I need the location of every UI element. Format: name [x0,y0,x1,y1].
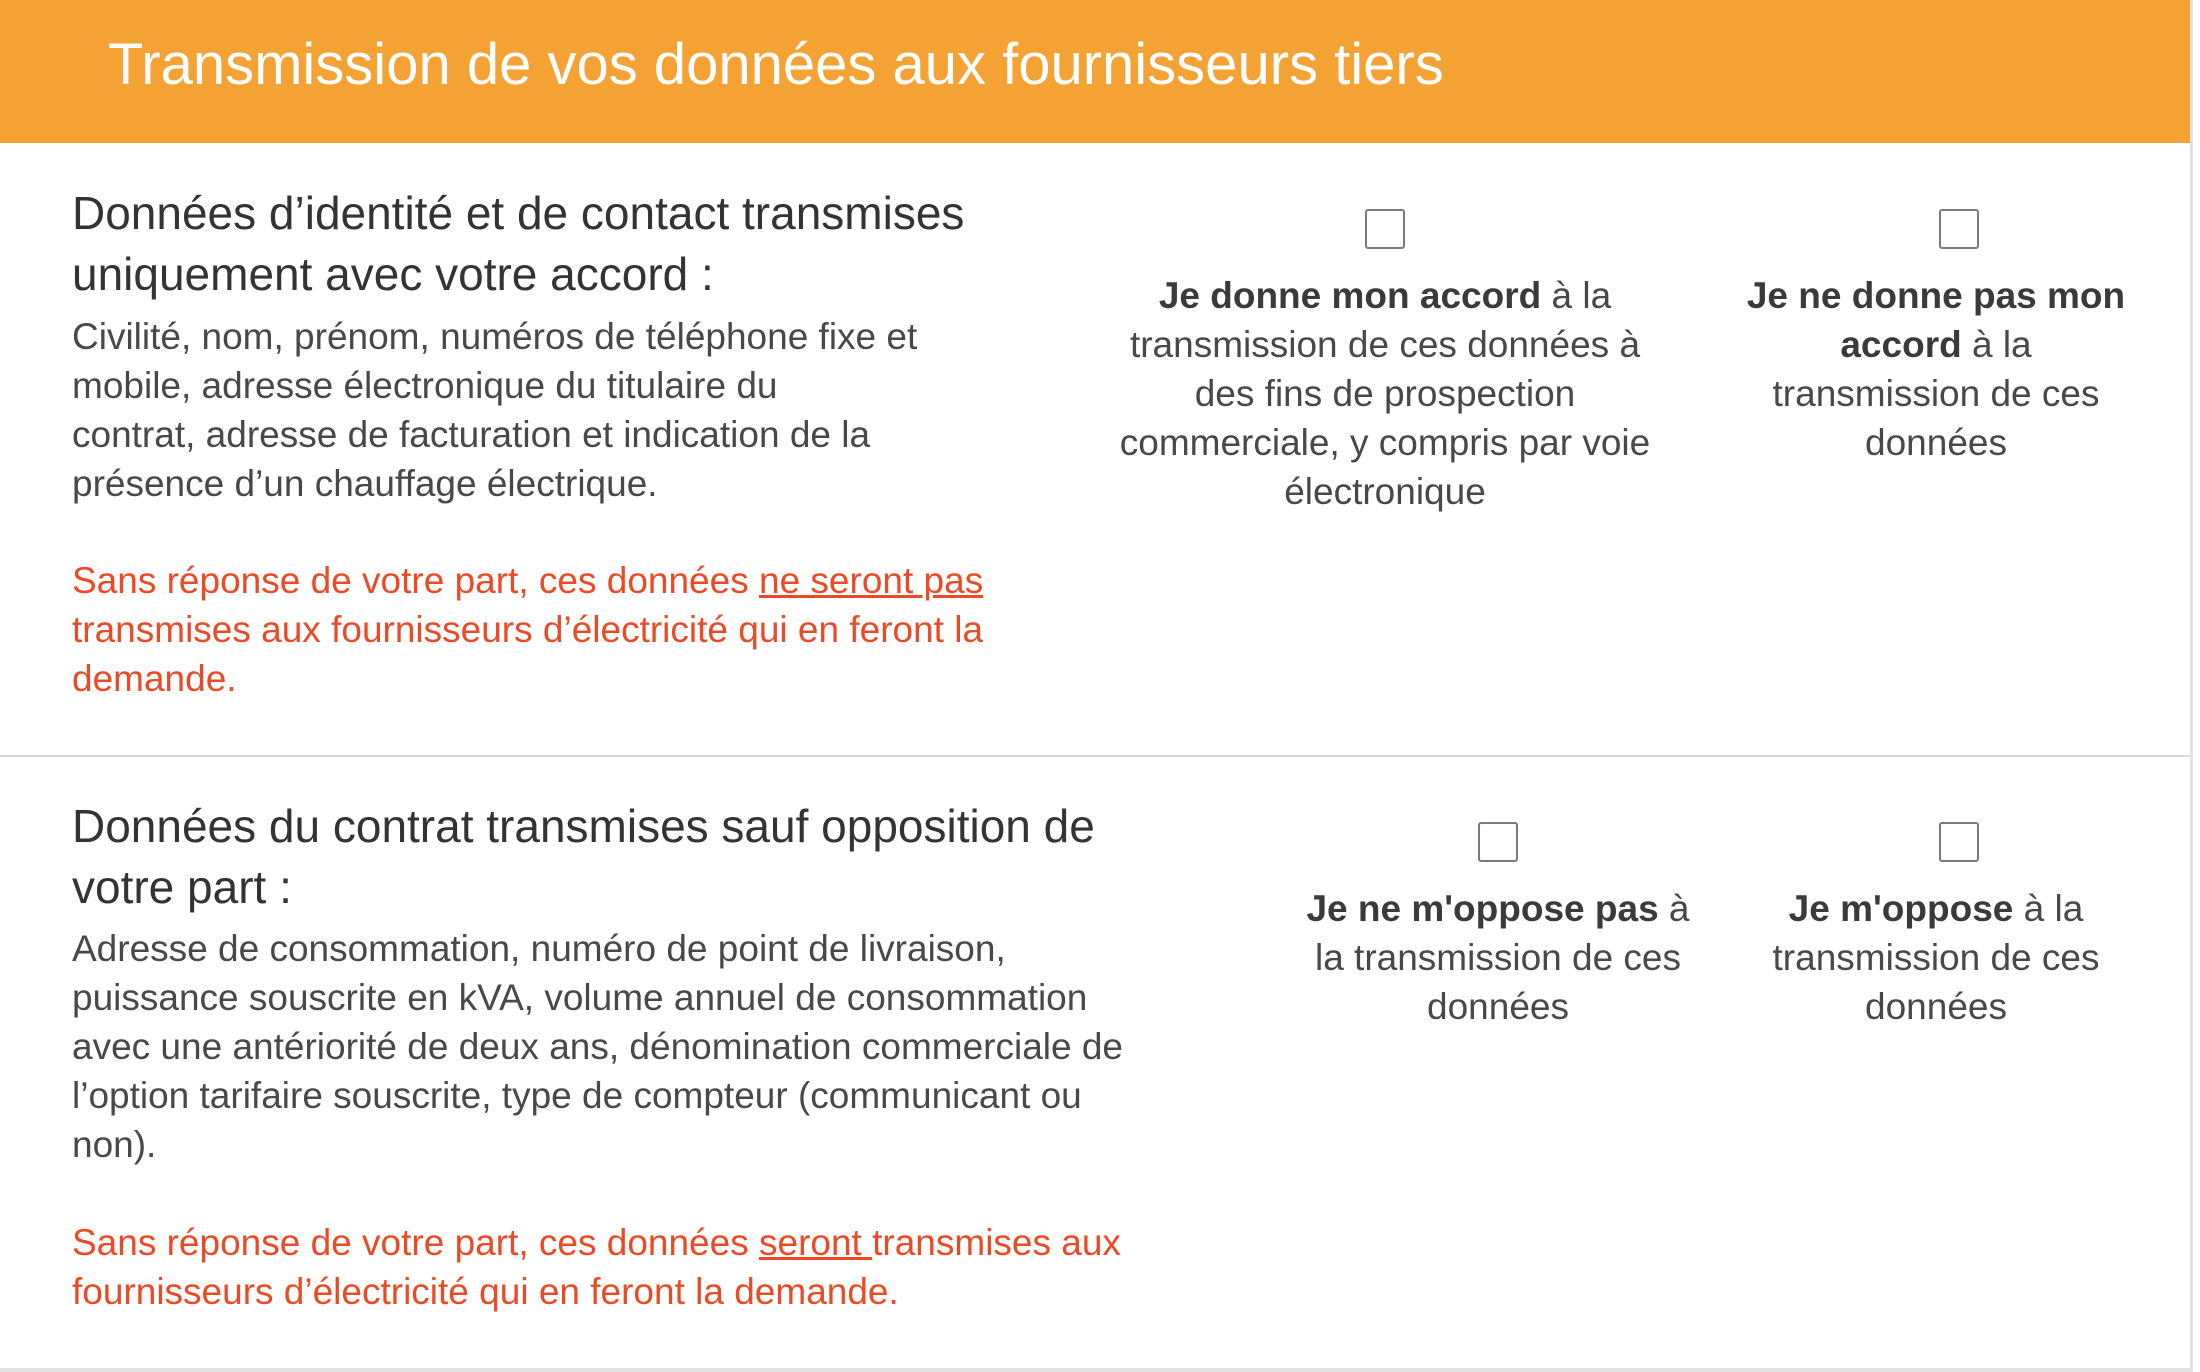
identity-title-line2: uniquement avec votre accord : [72,248,714,300]
warning-text: demande. [72,658,237,699]
disagree-label-text: à la [1961,324,2032,365]
consent-option-disagree[interactable] [1721,209,2151,467]
warning-text: transmises aux fournisseurs d’électricité qui en feront la [72,609,984,650]
warning-text: Sans réponse de votre part, ces données [72,560,759,601]
not-oppose-option-label [1262,884,1734,1031]
oppose-label-line: transmission de ces [1772,937,2100,978]
agree-label-line: des fins de prospection [1194,373,1576,414]
oppose-checkbox[interactable] [1939,822,1979,862]
contract-default-warning [72,1218,1121,1316]
oppose-label-line: données [1865,986,2007,1027]
identity-title-line1: Données d’identité et de contact transmises [72,187,965,239]
not-oppose-checkbox[interactable] [1478,822,1518,862]
warning-text: Sans réponse de votre part, ces données [72,1222,759,1263]
identity-default-warning [72,556,983,703]
disagree-checkbox[interactable] [1939,209,1979,249]
contract-section-description [72,924,1123,1169]
contract-data-section [0,757,2190,1368]
description-line: avec une antériorité de deux ans, dénomination commerciale de [72,1026,1124,1067]
consent-option-agree[interactable] [1085,209,1685,516]
not-oppose-label-text: à [1658,888,1690,929]
agree-label-text: à la [1541,275,1612,316]
disagree-label-bold: accord [1840,324,1962,365]
warning-text: fournisseurs d’électricité qui en feront la demande. [72,1271,899,1312]
panel-title: Transmission de vos données aux fournisseurs tiers [108,32,1444,97]
disagree-label-line: transmission de ces [1772,373,2100,414]
disagree-label-line: données [1865,422,2007,463]
description-line: non). [72,1124,157,1165]
not-oppose-label-line: données [1427,986,1569,1027]
description-line: contrat, adresse de facturation et indication de la [72,414,871,455]
oppose-label-bold: Je m'oppose [1788,888,2014,929]
contract-title-line1: Données du contrat transmises sauf opposition de [72,800,1095,852]
warning-text: transmises aux [872,1222,1121,1263]
agree-option-label [1085,271,1685,516]
agree-label-line: transmission de ces données à [1129,324,1641,365]
contract-section-title [72,796,1095,918]
oppose-label-text: à la [2013,888,2084,929]
description-line: mobile, adresse électronique du titulaire du [72,365,778,406]
identity-section-title [72,183,964,305]
opposition-option-oppose[interactable] [1721,822,2151,1031]
agree-checkbox[interactable] [1365,209,1405,249]
agree-label-bold: Je donne mon accord [1158,275,1542,316]
warning-emphasis: ne seront pas [759,560,984,601]
identity-section-description [72,312,917,508]
warning-emphasis: seront [759,1222,873,1263]
opposition-option-not-oppose[interactable] [1262,822,1734,1031]
description-line: présence d’un chauffage électrique. [72,463,658,504]
contract-title-line2: votre part : [72,861,292,913]
description-line: Adresse de consommation, numéro de point de livraison, [72,928,1006,969]
description-line: puissance souscrite en kVA, volume annuel de consommation [72,977,1088,1018]
disagree-option-label [1721,271,2151,467]
oppose-option-label [1721,884,2151,1031]
agree-label-line: commerciale, y compris par voie [1119,422,1651,463]
not-oppose-label-line: la transmission de ces [1314,937,1682,978]
disagree-label-bold: Je ne donne pas mon [1746,275,2126,316]
panel-header [0,0,2190,143]
description-line: Civilité, nom, prénom, numéros de téléphone fixe et [72,316,918,357]
identity-data-section [0,143,2190,755]
not-oppose-label-bold: Je ne m'oppose pas [1306,888,1659,929]
agree-label-line: électronique [1284,471,1486,512]
description-line: l’option tarifaire souscrite, type de compteur (communicant ou [72,1075,1082,1116]
